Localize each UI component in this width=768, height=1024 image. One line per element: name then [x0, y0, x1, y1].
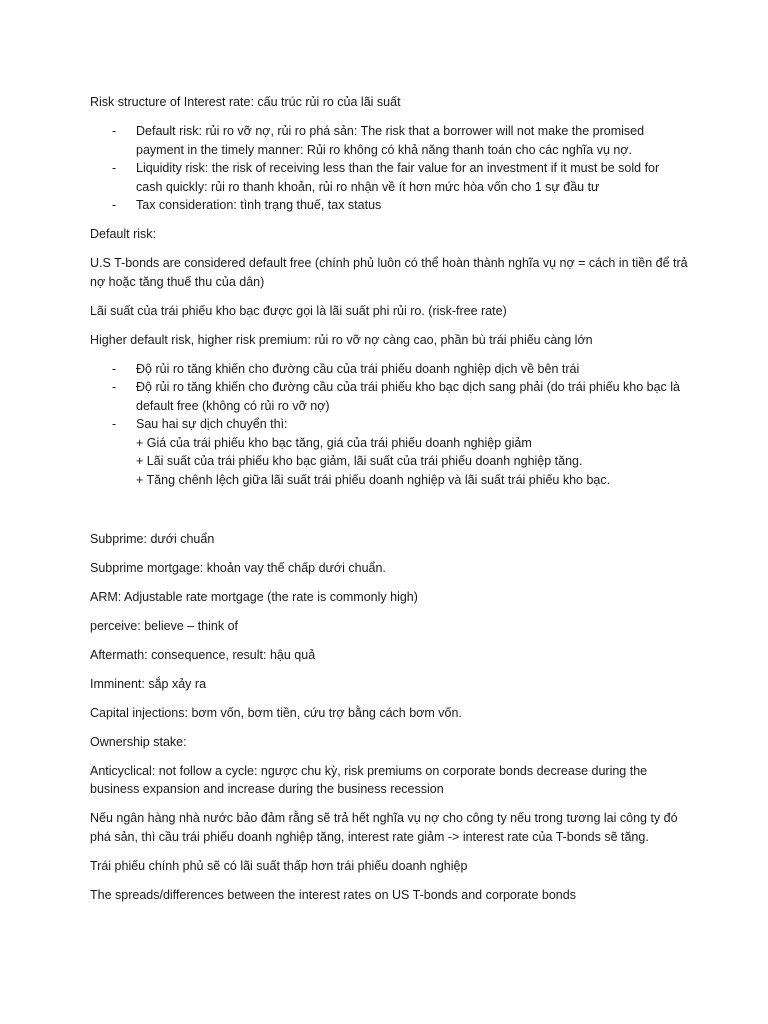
bullet-dash: -: [112, 417, 117, 431]
paragraph-tbonds-default-free: U.S T-bonds are considered default free (chính phủ luôn có thể hoàn thành nghĩa vụ nợ = cách in tiền để trả nợ hoặc tăng thuế thu của dân): [90, 256, 688, 289]
list-item-text: Sau hai sự dịch chuyển thì:: [136, 417, 288, 431]
list-item: [90, 159, 688, 196]
demand-shift-list: [90, 360, 688, 490]
list-item-text: Default risk: rủi ro vỡ nợ, rủi ro phá sản: The risk that a borrower will not make the promised payment in the timely manner: Rủi ro không có khả năng thanh toán cho các nghĩa vụ nợ.: [136, 124, 645, 157]
paragraph-ownership-stake: Ownership stake:: [90, 734, 187, 749]
paragraph-risk-free-rate: Lãi suất của trái phiếu kho bạc được gọi là lãi suất phi rủi ro. (risk-free rate): [90, 303, 507, 318]
list-item-text: Liquidity risk: the risk of receiving less than the fair value for an investment if it must be sold for cash quickly: rủi ro thanh khoản, rủi ro nhận về ít hơn mức hòa vốn cho 1 sự đầu tư: [136, 161, 660, 194]
paragraph-anticyclical: Anticyclical: not follow a cycle: ngược chu kỳ, risk premiums on corporate bonds decrease during the business expansion and increase during the business recession: [90, 763, 648, 796]
paragraph-higher-default-risk: Higher default risk, higher risk premium: rủi ro vỡ nợ càng cao, phần bù trái phiếu càng lớn: [90, 332, 593, 347]
section-spacer: [90, 500, 688, 530]
paragraph-subprime-mortgage: Subprime mortgage: khoản vay thế chấp dưới chuẩn.: [90, 560, 386, 575]
bullet-dash: -: [112, 161, 117, 175]
bullet-dash: -: [112, 124, 117, 138]
paragraph-perceive: perceive: believe – think of: [90, 618, 239, 633]
paragraph-spreads: The spreads/differences between the interest rates on US T-bonds and corporate bonds: [90, 887, 576, 902]
paragraph-state-bank-guarantee: Nếu ngân hàng nhà nước bảo đảm rằng sẽ trả hết nghĩa vụ nợ cho công ty nếu trong tương lai công ty đó phá sản, thì cầu trái phiếu doanh nghiệp tăng, interest rate giảm -> interest rate của T-bonds sẽ tăng.: [90, 811, 678, 844]
sub-item-text: + Lãi suất của trái phiếu kho bạc giảm, lãi suất của trái phiếu doanh nghiệp tăng.: [136, 454, 583, 468]
paragraph-capital-injections: Capital injections: bơm vốn, bơm tiền, cứu trợ bằng cách bơm vốn.: [90, 705, 462, 720]
list-item: [90, 196, 688, 215]
sub-item-text: + Tăng chênh lệch giữa lãi suất trái phiếu doanh nghiệp và lãi suất trái phiếu kho bạc.: [136, 472, 611, 487]
sub-item-text: + Giá của trái phiếu kho bạc tăng, giá của trái phiếu doanh nghiệp giảm: [136, 435, 532, 450]
list-item: [90, 378, 688, 415]
list-item: [90, 415, 688, 489]
bullet-dash: -: [112, 361, 117, 376]
list-item-text: Độ rủi ro tăng khiến cho đường cầu của trái phiếu kho bạc dịch sang phải (do trái phiếu kho bạc là default free (không có rủi ro vỡ nợ): [136, 380, 680, 413]
list-item: [90, 122, 688, 159]
list-item: [90, 360, 688, 379]
paragraph-subprime: Subprime: dưới chuẩn: [90, 531, 215, 546]
list-item-text: Tax consideration: tình trạng thuế, tax status: [136, 198, 382, 212]
paragraph-arm: ARM: Adjustable rate mortgage (the rate is commonly high): [90, 589, 418, 604]
paragraph-default-risk-heading: Default risk:: [90, 227, 156, 241]
paragraph-risk-structure: Risk structure of Interest rate: cấu trúc rủi ro của lãi suất: [90, 95, 401, 109]
bullet-dash: -: [112, 380, 117, 394]
paragraph-government-bonds-rate: Trái phiếu chính phủ sẽ có lãi suất thấp hơn trái phiếu doanh nghiệp: [90, 858, 468, 873]
paragraph-imminent: Imminent: sắp xảy ra: [90, 676, 207, 691]
bullet-dash: -: [112, 198, 117, 212]
risk-types-list: [90, 122, 688, 215]
paragraph-aftermath: Aftermath: consequence, result: hậu quả: [90, 647, 316, 662]
list-item-text: Độ rủi ro tăng khiến cho đường cầu của trái phiếu doanh nghiệp dịch về bên trái: [136, 361, 580, 376]
